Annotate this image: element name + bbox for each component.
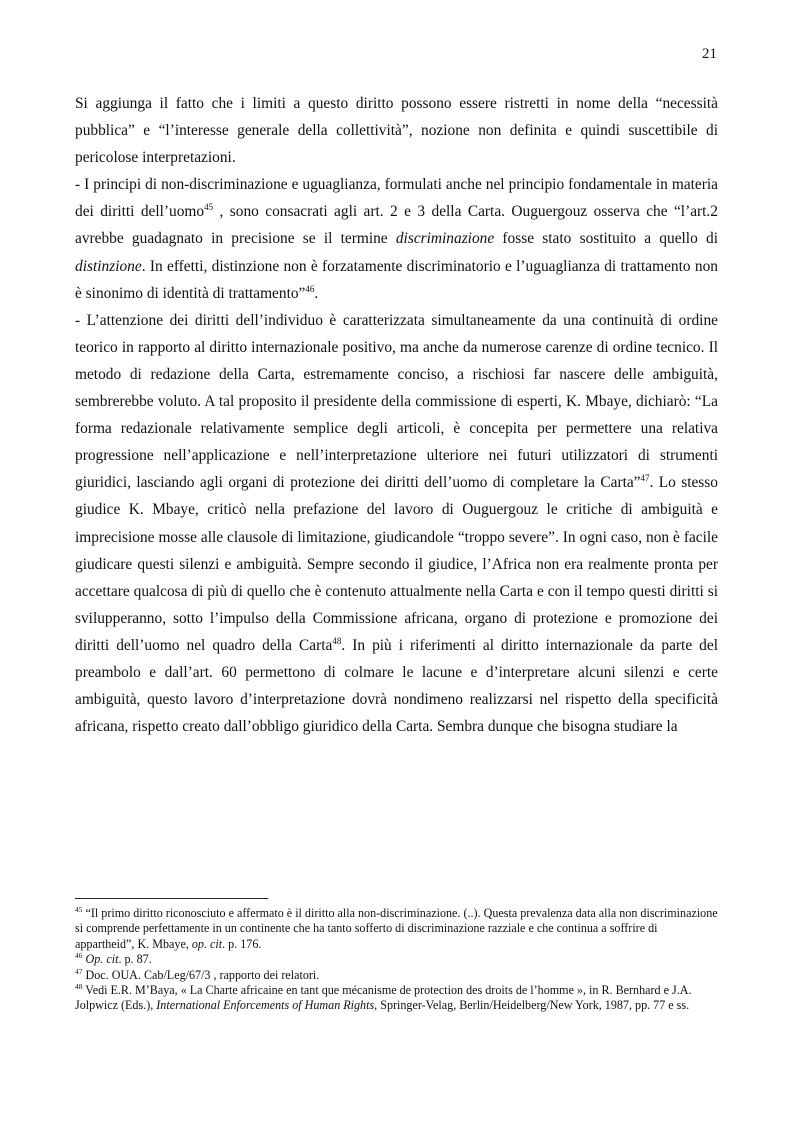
text-run: Si aggiunga il fatto che i limiti a questo diritto possono essere ristretti in nome della “necessità pubblica” e “l’interesse generale della collettività”, nozione non definita e quindi suscettibile di pericolose interpretazioni. bbox=[75, 95, 718, 167]
footnote-45 bbox=[75, 906, 718, 952]
footnote-separator bbox=[75, 898, 268, 899]
text-run: . p. 176. bbox=[222, 936, 262, 951]
footnote-46 bbox=[75, 952, 718, 967]
paragraph bbox=[75, 90, 718, 171]
emphasis-text: distinzione bbox=[75, 257, 142, 275]
text-run: . Lo stesso giudice K. Mbaye, criticò nella prefazione del lavoro di Ouguergouz le critiche di ambiguità e imprecisione mosse alle clausole di limitazione, giudicandole “troppo severe”. In ogni caso, non è facile giudicare questi silenzi e ambiguità. Sempre secondo il giudice, l’Africa non era realmente pronta per accettare qualcosa di più di quello che è contenuto attualmente nella Carta e con il tempo questi diritti si svilupperanno, sotto l’impulso della Commissione africana, organo di protezione e promozione dei diritti dell’uomo nel quadro della Carta bbox=[75, 474, 718, 654]
emphasis-text: International Enforcements of Human Rights bbox=[156, 998, 375, 1013]
text-run: , sono consacrati agli art. 2 e 3 della Carta. Ouguergouz osserva che “l’art.2 avrebbe guadagnato in precisione se il termine bbox=[75, 203, 718, 248]
emphasis-text: discriminazione bbox=[395, 230, 495, 248]
footnote-48 bbox=[75, 983, 718, 1014]
page-number: 21 bbox=[702, 46, 717, 62]
text-run: - I principi di non-discriminazione e uguaglianza, formulati anche nel principio fondamentale in materia dei diritti dell’uomo bbox=[75, 176, 718, 221]
text-run: . bbox=[314, 284, 319, 302]
footnote-47 bbox=[75, 968, 718, 983]
text-run: . p. 87. bbox=[118, 952, 152, 967]
footnote-ref: 47 bbox=[640, 473, 650, 484]
emphasis-text: Op. cit bbox=[85, 952, 119, 967]
emphasis-text: op. cit bbox=[191, 936, 223, 951]
footnote-ref: 46 bbox=[305, 283, 315, 294]
footnote-ref: 46 bbox=[75, 951, 83, 961]
text-run: fosse stato sostituito a quello di bbox=[494, 230, 718, 248]
footnote-ref: 48 bbox=[332, 635, 342, 646]
footnote-ref: 48 bbox=[75, 982, 83, 991]
footnote-ref: 45 bbox=[204, 202, 214, 213]
text-run: Vedi E.R. M’Baya, « La Charte africaine en tant que mécanisme de protection des droits de l’homme », in R. Bernhard e J.A. Jolpwicz (Eds.), bbox=[75, 983, 692, 1013]
footnote-ref: 45 bbox=[75, 904, 83, 914]
text-run: . In effetti, distinzione non è forzatamente discriminatorio e l’uguaglianza di trattamento non è sinonimo di identità di trattamento” bbox=[75, 257, 718, 302]
text-run: Doc. OUA. Cab/Leg/67/3 , rapporto dei relatori. bbox=[82, 967, 320, 982]
footnote-ref: 47 bbox=[75, 966, 83, 976]
text-run: - L’attenzione dei diritti dell’individuo è caratterizzata simultaneamente da una continuità di ordine teorico in rapporto al diritto internazionale positivo, ma anche da numerose carenze di ordine tecnico. Il metodo di redazione della Carta, estremamente conciso, a rischiosi far nascere delle ambiguità, sembrerebbe voluto. A tal proposito il presidente della commissione di esperti, K. Mbaye, dichiarò: “La forma redazionale relativamente semplice degli articoli, è concepita per permettere una relativa progressione nell’applicazione e nell’interpretazione ulteriore nei futuri utilizzatori di strumenti giuridici, lasciando agli organi di protezione dei diritti dell’uomo di completare la Carta” bbox=[75, 311, 718, 492]
text-run: , Springer-Velag, Berlin/Heidelberg/New York, 1987, pp. 77 e ss. bbox=[374, 998, 690, 1013]
body-text bbox=[75, 90, 718, 740]
paragraph bbox=[75, 307, 718, 741]
footnotes bbox=[75, 906, 718, 1014]
text-run: . In più i riferimenti al diritto internazionale da parte del preambolo e dall’art. 60 permettono di colmare le lacune e d’interpretare alcuni silenzi e certe ambiguità, questo lavoro d’interpretazione dovrà nondimeno realizzarsi nel rispetto della specificità africana, rispetto creato dall’obbligo giuridico della Carta. Sembra dunque che bisogna studiare la bbox=[75, 636, 718, 736]
paragraph bbox=[75, 171, 718, 306]
text-run: “Il primo diritto riconosciuto e affermato è il diritto alla non-discriminazione. (..). Questa prevalenza data alla non discriminazione si comprende perfettamente in un continente che ha tanto sofferto di discriminazione razziale e che continua a soffrire di appartheid”, K. Mbaye, bbox=[75, 906, 718, 951]
